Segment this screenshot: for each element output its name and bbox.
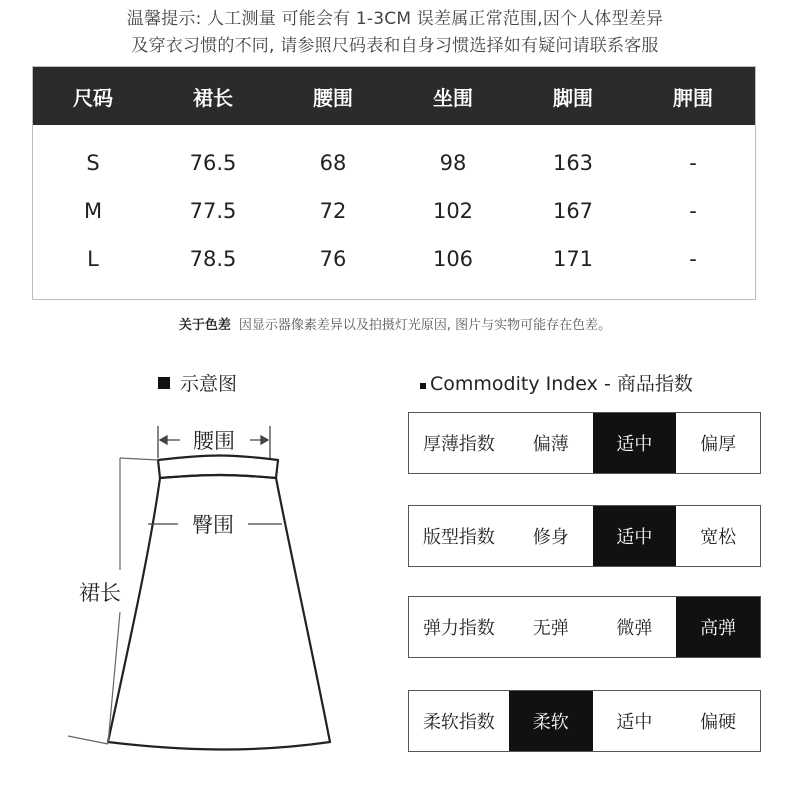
index-option: 适中	[616, 712, 653, 733]
index-option: 宽松	[700, 527, 737, 548]
index-option: 偏薄	[532, 434, 569, 455]
index-option: 柔软	[509, 691, 593, 751]
diagram-title-text: 示意图	[180, 373, 238, 395]
table-cell: 68	[319, 151, 347, 175]
table-cell: 77.5	[189, 199, 237, 223]
index-name: 弹力指数	[422, 618, 495, 639]
commodity-index-title-text: Commodity Index - 商品指数	[430, 373, 693, 395]
index-name: 版型指数	[422, 527, 495, 548]
header-hip: 坐围	[433, 85, 473, 110]
table-cell: M	[83, 199, 103, 223]
table-cell: 102	[432, 199, 474, 223]
index-option: 适中	[593, 413, 677, 473]
size-table-header	[33, 67, 755, 125]
diagram-title	[158, 369, 237, 396]
header-col6: 胛围	[673, 85, 713, 110]
table-cell: 171	[552, 247, 594, 271]
commodity-index-title	[420, 369, 693, 396]
index-option: 偏厚	[700, 434, 737, 455]
index-option: 微弹	[616, 618, 653, 639]
index-option: 适中	[593, 506, 677, 566]
table-cell: 98	[439, 151, 467, 175]
table-cell: -	[689, 151, 697, 175]
skirt-diagram	[40, 400, 360, 790]
header-skirt-length: 裙长	[193, 85, 233, 110]
index-option: 偏硬	[700, 712, 737, 733]
table-cell: -	[689, 199, 697, 223]
color-difference-note	[0, 314, 790, 333]
waist-label: 腰围	[193, 429, 235, 453]
header-size: 尺码	[73, 85, 113, 110]
table-row	[33, 235, 755, 283]
table-cell: 106	[432, 247, 474, 271]
header-hem: 脚围	[553, 85, 593, 110]
index-row-softness	[408, 690, 761, 752]
square-bullet-icon	[158, 377, 170, 389]
table-cell: 167	[552, 199, 594, 223]
header-waist: 腰围	[313, 85, 353, 110]
table-cell: 163	[552, 151, 594, 175]
hip-label: 臀围	[192, 513, 234, 537]
table-row	[33, 187, 755, 235]
table-cell: 76	[319, 247, 347, 271]
notice-line-1: 温馨提示: 人工测量 可能会有 1-3CM 误差属正常范围,因个人体型差异	[126, 9, 664, 29]
square-bullet-icon	[420, 383, 426, 389]
index-name: 厚薄指数	[422, 434, 495, 455]
index-row-fit	[408, 505, 761, 567]
size-table-body	[33, 125, 755, 283]
table-cell: S	[86, 151, 100, 175]
index-option: 高弹	[676, 597, 760, 657]
index-row-elasticity	[408, 596, 761, 658]
table-cell: 76.5	[189, 151, 237, 175]
table-cell: -	[689, 247, 697, 271]
notice-line-2: 及穿衣习惯的不同, 请参照尺码表和自身习惯选择如有疑问请联系客服	[131, 36, 659, 56]
table-cell: L	[87, 247, 99, 271]
color-note-label: 关于色差	[178, 318, 231, 333]
table-cell: 72	[319, 199, 347, 223]
index-option: 无弹	[532, 618, 569, 639]
table-row	[33, 139, 755, 187]
size-table	[32, 66, 756, 300]
color-note-text: 因显示器像素差异以及拍摄灯光原因, 图片与实物可能存在色差。	[238, 318, 612, 333]
index-row-thickness	[408, 412, 761, 474]
index-name: 柔软指数	[422, 712, 495, 733]
size-notice	[0, 6, 790, 60]
index-option: 修身	[532, 527, 569, 548]
table-cell: 78.5	[189, 247, 237, 271]
length-label: 裙长	[79, 581, 121, 605]
